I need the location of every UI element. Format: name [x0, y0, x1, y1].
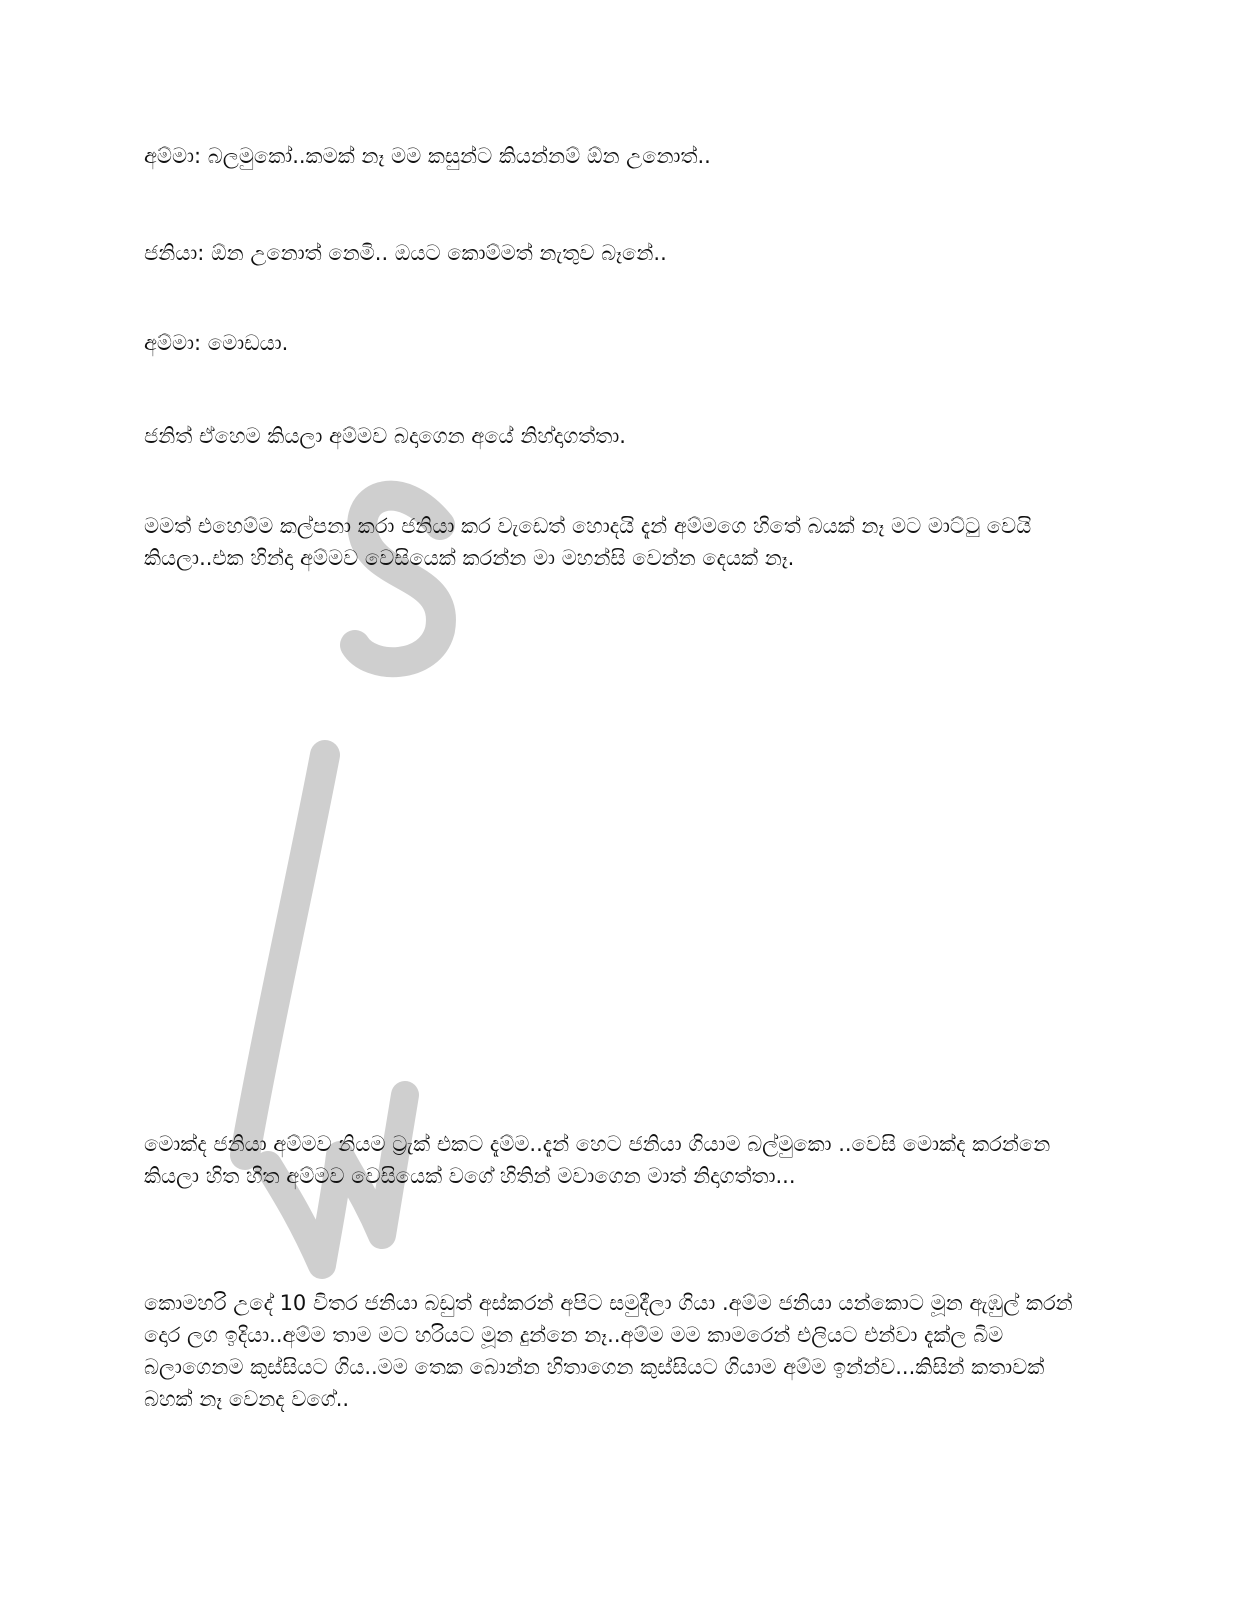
paragraph: මොක්ද ජනියා අම්මව නියම ට්‍රැක් එකට දැම්ම..දැන් හෙට ජනියා ගියාම බල්මුකො ..වෙසි මොක්ද කරන්නෙ කියලා හිත හිත අම්මව වෙසියෙක් වගේ හිතින් මවාගෙන මාත් නිදාගත්තා...: [144, 1132, 1051, 1188]
paragraph: ජනිත් ඒහෙම කියලා අම්මව බදාගෙන අයේ නිහ්දාගත්තා.: [144, 424, 626, 448]
paragraph: කොමහරි උදේ 10 විතර ජනියා බඩුත් අස්කරන් අපිට සමුදීලා ගියා .අම්ම ජනියා යන්කොට මූන ඇඹුල් කරන් දොර ලග ඉදියා..අම්ම තාම මට හරියට මූන දුන්නෙ නෑ..අම්ම මම කාමරෙන් එලියට එන්වා දැක්ල බිම බලාගෙනම කුස්සියට ගිය..මම තෙක බොන්න හිතාගෙන කුස්සියට ගියාම අම්ම ඉන්න්ව...කිසින් කතාවක් බහක් නෑ වෙනද වගේ..: [144, 1291, 1073, 1411]
paragraph: අම්මා: මොඩයා.: [144, 331, 289, 355]
paragraph: මමත් එහෙම්ම කල්පනා කරා ජනියා කර වැඩෙත් හොදයි දැන් අම්මගෙ හිතේ බයක් නෑ මට මාට්ටු වෙයි කියලා..එක හින්දා අම්මව වෙසියෙක් කරන්න මා මහන්සි වෙන්න දෙයක් නෑ.: [144, 514, 1032, 570]
paragraph: අම්මා: බලමුකෝ..කමක් නෑ මම කසුන්ට කියන්නම් ඕන උනොත්..: [144, 144, 711, 168]
paragraph: ජනියා: ඕන උනොත් නෙමි.. ඔයට කොම්මත් නැතුව බෑනේ..: [144, 241, 667, 265]
